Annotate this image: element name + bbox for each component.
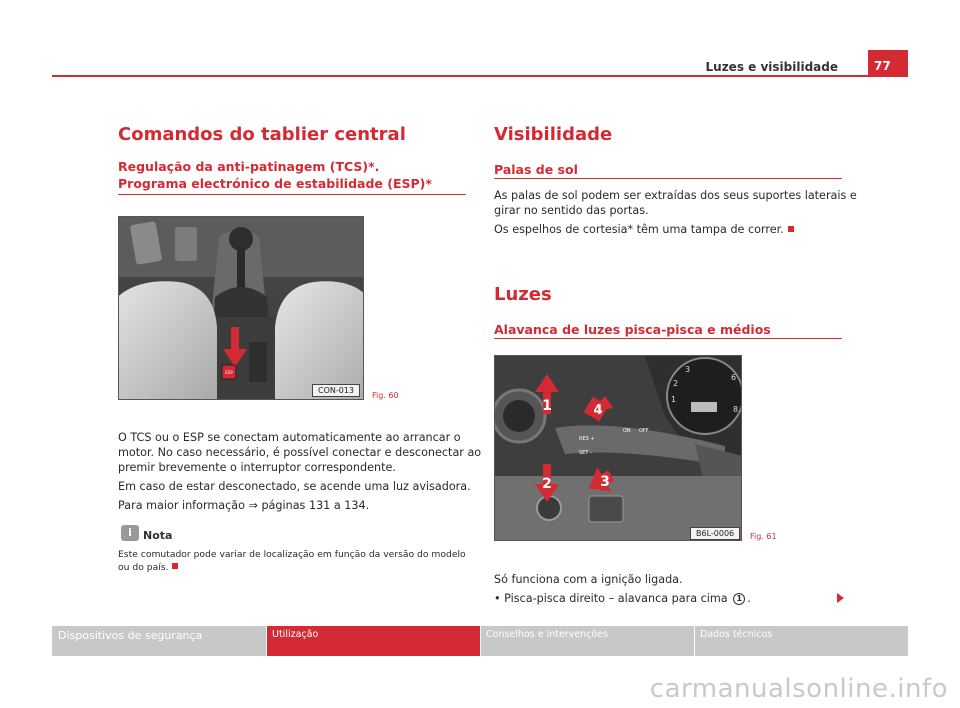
lever-label-res: RES +: [579, 436, 595, 442]
callout-4: 4: [593, 403, 603, 418]
console-illustration: [119, 217, 364, 400]
svg-text:8: 8: [733, 405, 739, 414]
section-title-visibility: Visibilidade: [494, 124, 613, 145]
svg-text:2: 2: [673, 379, 679, 388]
header-section-title: Luzes e visibilidade: [705, 60, 838, 74]
info-icon: i: [121, 525, 139, 541]
callout-3: 3: [600, 474, 610, 490]
figure-light-lever: [494, 355, 742, 541]
subtitle-rule-sun: [494, 178, 842, 179]
subtitle-rule-left: [118, 194, 466, 195]
page-number: 77: [868, 50, 908, 77]
section-title-dashboard: Comandos do tablier central: [118, 124, 406, 145]
note-text-2: ou do país.: [118, 561, 178, 574]
callout-2: 2: [542, 476, 552, 492]
callout-1: 1: [542, 398, 552, 414]
body-line-3: premir brevemente o interruptor correspondente.: [118, 461, 396, 474]
ref-circle-1: 1: [733, 593, 745, 605]
header-rule: [52, 75, 908, 77]
lever-label-off: OFF: [639, 428, 649, 434]
figure-code-con013: CON-013: [312, 384, 360, 397]
lever-label-set: SET –: [579, 450, 593, 456]
footer-tab-technical[interactable]: Dados técnicos: [694, 626, 908, 656]
body-line-4: Em caso de estar desconectado, se acende uma luz avisadora.: [118, 480, 471, 493]
esp-button-label: ESP: [225, 370, 233, 375]
footer-divider: [266, 626, 267, 656]
svg-text:3: 3: [685, 365, 691, 374]
body-line-1: O TCS ou o ESP se conectam automaticamente ao arrancar o: [118, 431, 461, 444]
svg-text:1: 1: [671, 395, 677, 404]
footer-tab-advice[interactable]: Conselhos e intervenções: [480, 626, 694, 656]
lever-label-on: ON: [623, 428, 631, 434]
lever-body-1: Só funciona com a ignição ligada.: [494, 573, 683, 586]
footer-divider: [480, 626, 481, 656]
subtitle-rule-lever: [494, 338, 842, 339]
sun-body-3: Os espelhos de cortesia* têm uma tampa de correr.: [494, 222, 794, 237]
body-line-2: motor. No caso necessário, é possível conectar e desconectar ao: [118, 446, 482, 459]
note-label: Nota: [143, 529, 173, 542]
footer-tab-safety[interactable]: Dispositivos de segurança: [52, 626, 266, 656]
note-text-1: Este comutador pode variar de localização em função da versão do modelo: [118, 549, 466, 560]
subtitle-tcs: Regulação da anti-patinagem (TCS)*.: [118, 159, 380, 174]
end-of-section-mark: [788, 226, 794, 232]
footer-divider: [694, 626, 695, 656]
section-title-lights: Luzes: [494, 284, 552, 305]
sun-body-1: As palas de sol podem ser extraídas dos seus suportes laterais e: [494, 189, 857, 202]
subtitle-lever: Alavanca de luzes pisca-pisca e médios: [494, 322, 771, 337]
figure-caption-60: Fig. 60: [372, 391, 399, 400]
subtitle-esp: Programa electrónico de estabilidade (ESP)*: [118, 176, 432, 191]
figure-caption-61: Fig. 61: [750, 532, 777, 541]
body-line-5: Para maior informação ⇒ páginas 131 a 134.: [118, 499, 370, 512]
next-page-arrow[interactable]: [837, 593, 844, 603]
watermark: carmanualsonline.info: [649, 674, 948, 704]
footer-tab-usage[interactable]: Utilização: [266, 626, 480, 656]
figure-esp-console: [118, 216, 364, 400]
figure-code-b6l0006: B6L-0006: [690, 527, 740, 540]
svg-text:6: 6: [731, 373, 737, 382]
subtitle-sun-visors: Palas de sol: [494, 162, 578, 177]
sun-body-2: girar no sentido das portas.: [494, 204, 649, 217]
lever-illustration: [495, 356, 742, 541]
lever-bullet-1: • Pisca-pisca direito – alavanca para cima 1 .: [494, 592, 751, 605]
end-of-section-mark: [172, 563, 178, 569]
